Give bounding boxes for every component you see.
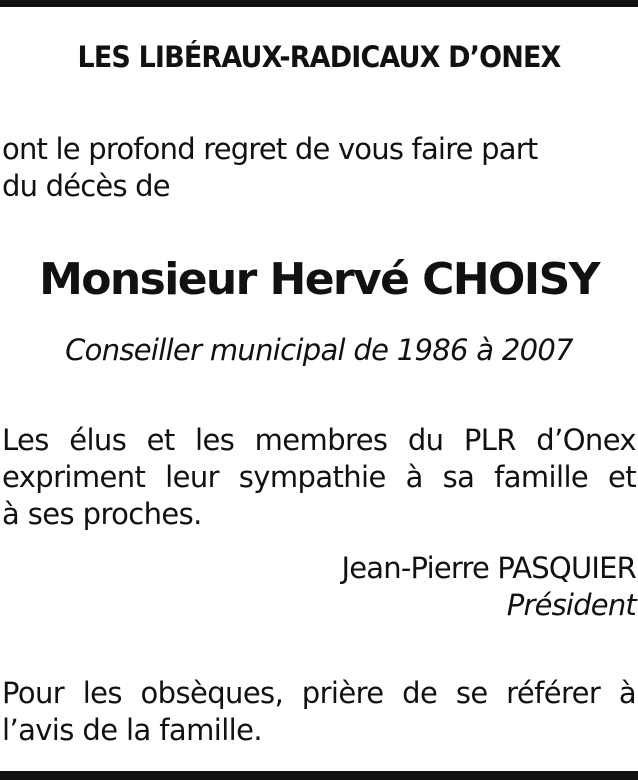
top-border-rule [0,0,638,7]
bottom-border-rule [0,771,638,780]
intro-paragraph [2,131,636,205]
intro-line: ont le profond regret de vous faire part [2,132,538,166]
message-line: à ses proches. [2,497,202,531]
funeral-line: l’avis de la famille. [2,713,262,747]
deceased-name: Monsieur Hervé CHOISY [39,254,599,305]
signatory-title: Président [506,588,636,622]
intro-line: du décès de [2,169,170,203]
signatory-name: Jean-Pierre PASQUIER [341,551,636,585]
funeral-line: Pour les obsèques, prière de se référer à [2,676,636,710]
message-line: Les élus et les membres du PLR d’Onex [2,423,636,457]
message-line: expriment leur sympathie à sa famille et [2,460,636,494]
funeral-paragraph [2,675,636,749]
organization-heading: LES LIBÉRAUX-RADICAUX D’ONEX [77,40,561,74]
deceased-role: Conseiller municipal de 1986 à 2007 [65,333,573,367]
condolence-paragraph [2,422,636,533]
signature-block [236,550,636,624]
